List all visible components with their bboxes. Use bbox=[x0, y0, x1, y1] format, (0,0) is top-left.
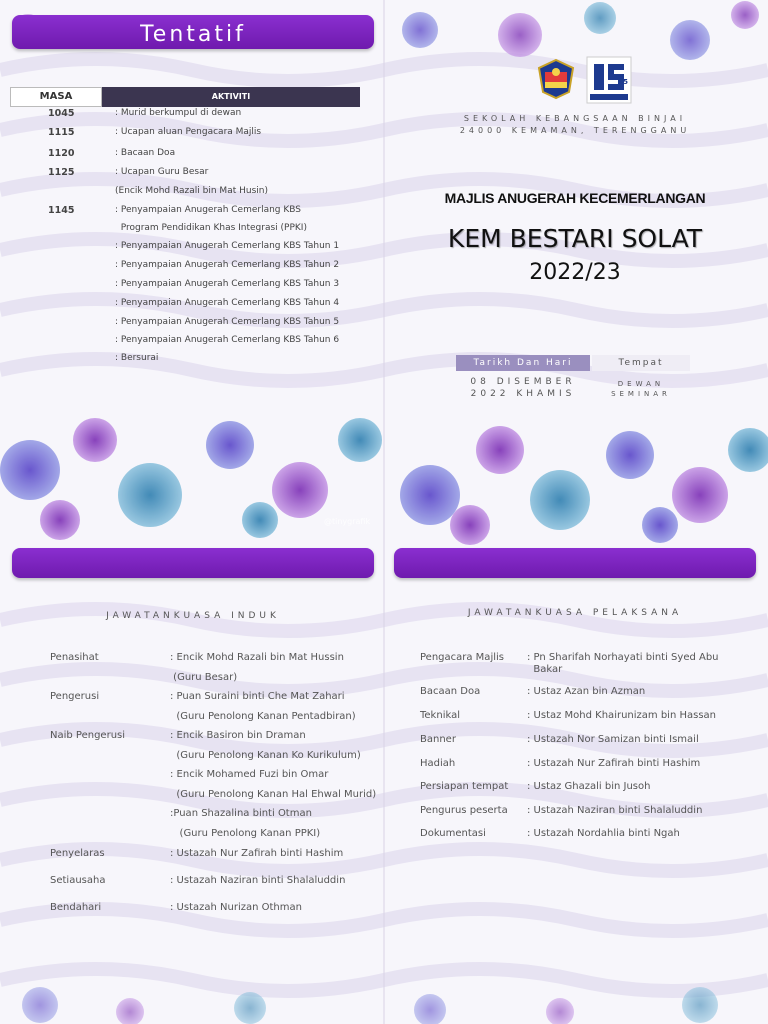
anniversary-number: 25 bbox=[618, 78, 628, 86]
committee-role: Penasihat bbox=[50, 652, 99, 663]
committee-member: : Encik Basiron bin Draman bbox=[170, 730, 306, 741]
schedule-row bbox=[10, 353, 350, 371]
event-title: MAJLIS ANUGERAH KECEMERLANGAN bbox=[444, 190, 706, 206]
schedule-header bbox=[10, 87, 360, 107]
committee-member: (Guru Besar) bbox=[170, 672, 238, 683]
schedule-activity: (Encik Mohd Razali bin Mat Husin) bbox=[115, 186, 268, 196]
schedule-row bbox=[10, 127, 350, 145]
committee-member: (Guru Penolong Kanan Hal Ehwal Murid) bbox=[170, 789, 377, 800]
schedule-time: 1145 bbox=[48, 205, 75, 216]
schedule-activity: : Penyampaian Anugerah Cemerlang KBS Tahun 6 bbox=[115, 335, 340, 345]
schedule-row bbox=[10, 167, 350, 185]
committee-member: : Ustaz Mohd Khairunizam bin Hassan bbox=[527, 710, 717, 721]
schedule-row bbox=[10, 186, 350, 204]
schedule-row bbox=[10, 223, 350, 241]
place-value-1: DEWAN bbox=[617, 380, 665, 388]
committee-member: : Ustazah Nur Zafirah binti Hashim bbox=[527, 758, 701, 769]
date-label: Tarikh Dan Hari bbox=[456, 355, 590, 371]
school-logo bbox=[535, 58, 577, 100]
committee-member: : Pn Sharifah Norhayati binti Syed Abu bbox=[527, 652, 719, 663]
committee-role: Bendahari bbox=[50, 902, 102, 913]
schedule-activity: : Penyampaian Anugerah Cemerlang KBS Tahun 5 bbox=[115, 317, 340, 327]
committee-member: (Guru Penolong Kanan PPKI) bbox=[170, 828, 321, 839]
committee-role: Persiapan tempat bbox=[420, 781, 509, 792]
committee-role: Bacaan Doa bbox=[420, 686, 481, 697]
committee-member: : Ustazah Nurizan Othman bbox=[170, 902, 302, 913]
committee-member: : Encik Mohd Razali bin Mat Hussin bbox=[170, 652, 344, 663]
place-value-2: SEMINAR bbox=[611, 390, 671, 398]
schedule-row bbox=[10, 260, 350, 278]
schedule-activity: : Penyampaian Anugerah Cemerlang KBS Tahun 3 bbox=[115, 279, 340, 289]
committee-member: : Ustazah Nordahlia binti Ngah bbox=[527, 828, 680, 839]
schedule-time: 1120 bbox=[48, 148, 75, 159]
committee-member: : Ustazah Naziran binti Shalaluddin bbox=[527, 805, 703, 816]
schedule-activity: : Murid berkumpul di dewan bbox=[115, 108, 242, 118]
schedule-list bbox=[10, 108, 360, 378]
schedule-row bbox=[10, 148, 350, 166]
induk-title: JAWATANKUASA INDUK bbox=[106, 611, 280, 621]
committee-banner-right bbox=[394, 548, 756, 578]
committee-member: (Guru Penolong Kanan Ko Kurikulum) bbox=[170, 750, 361, 761]
committee-role: Hadiah bbox=[420, 758, 456, 769]
committee-role: Pengacara Majlis bbox=[420, 652, 504, 663]
committee-member: : Ustazah Nor Samizan binti Ismail bbox=[527, 734, 699, 745]
committee-member: : Puan Suraini binti Che Mat Zahari bbox=[170, 691, 345, 702]
tentatif-banner bbox=[12, 15, 374, 49]
schedule-activity: : Penyampaian Anugerah Cemerlang KBS Tahun 4 bbox=[115, 298, 340, 308]
schedule-row bbox=[10, 108, 350, 126]
committee-member: : Ustaz Azan bin Azman bbox=[527, 686, 646, 697]
place-label: Tempat bbox=[592, 355, 690, 371]
program-year: 2022/23 bbox=[529, 260, 621, 285]
committee-member: : Encik Mohamed Fuzi bin Omar bbox=[170, 769, 329, 780]
date-value-1: 08 DISEMBER bbox=[470, 377, 576, 387]
school-name: SEKOLAH KEBANGSAAN BINJAI bbox=[463, 114, 687, 123]
aktiviti-header: AKTIVITI bbox=[102, 87, 360, 107]
schedule-activity: : Bacaan Doa bbox=[115, 148, 176, 158]
induk-list bbox=[50, 652, 377, 922]
pelaksana-title: JAWATANKUASA PELAKSANA bbox=[467, 608, 683, 618]
schedule-activity: : Bersurai bbox=[115, 353, 159, 363]
committee-member: : Ustaz Ghazali bin Jusoh bbox=[527, 781, 651, 792]
committee-member: : Ustazah Naziran binti Shalaluddin bbox=[170, 875, 346, 886]
committee-role: Setiausaha bbox=[50, 875, 106, 886]
date-value-2: 2022 KHAMIS bbox=[470, 389, 576, 399]
committee-member: : Ustazah Nur Zafirah binti Hashim bbox=[170, 848, 344, 859]
committee-role: Teknikal bbox=[420, 710, 460, 721]
anniversary-logo bbox=[586, 56, 632, 104]
schedule-time: 1115 bbox=[48, 127, 75, 138]
schedule-time: 1045 bbox=[48, 108, 75, 119]
tentatif-title: Tentatif bbox=[140, 22, 246, 47]
schedule-row bbox=[10, 241, 350, 259]
schedule-activity: Program Pendidikan Khas Integrasi (PPKI) bbox=[115, 223, 307, 233]
committee-role: Banner bbox=[420, 734, 456, 745]
committee-member: :Puan Shazalina binti Otman bbox=[170, 808, 312, 819]
schedule-row bbox=[10, 298, 350, 316]
schedule-row bbox=[10, 317, 350, 335]
schedule-row bbox=[10, 205, 350, 223]
schedule-activity: : Ucapan aluan Pengacara Majlis bbox=[115, 127, 262, 137]
committee-role: Dokumentasi bbox=[420, 828, 486, 839]
committee-role: Pengerusi bbox=[50, 691, 100, 702]
committee-banner-left bbox=[12, 548, 374, 578]
schedule-activity: : Penyampaian Anugerah Cemerlang KBS Tahun 1 bbox=[115, 241, 340, 251]
committee-role: Naib Pengerusi bbox=[50, 730, 126, 741]
schedule-activity: : Penyampaian Anugerah Cemerlang KBS Tahun 2 bbox=[115, 260, 340, 270]
masa-header: MASA bbox=[10, 87, 102, 107]
schedule-activity: : Ucapan Guru Besar bbox=[115, 167, 209, 177]
program-title: KEM BESTARI SOLAT bbox=[447, 224, 703, 253]
committee-role: Penyelaras bbox=[50, 848, 105, 859]
schedule-time: 1125 bbox=[48, 167, 75, 178]
pelaksana-list bbox=[420, 652, 750, 852]
committee-member: (Guru Penolong Kanan Pentadbiran) bbox=[170, 711, 356, 722]
school-address: 24000 KEMAMAN, TERENGGANU bbox=[459, 126, 691, 135]
schedule-activity: : Penyampaian Anugerah Cemerlang KBS bbox=[115, 205, 302, 215]
schedule-row bbox=[10, 279, 350, 297]
watermark: @tinygrafik bbox=[324, 517, 371, 526]
committee-member-cont: Bakar bbox=[527, 664, 563, 675]
schedule-row bbox=[10, 335, 350, 353]
committee-role: Pengurus peserta bbox=[420, 805, 508, 816]
